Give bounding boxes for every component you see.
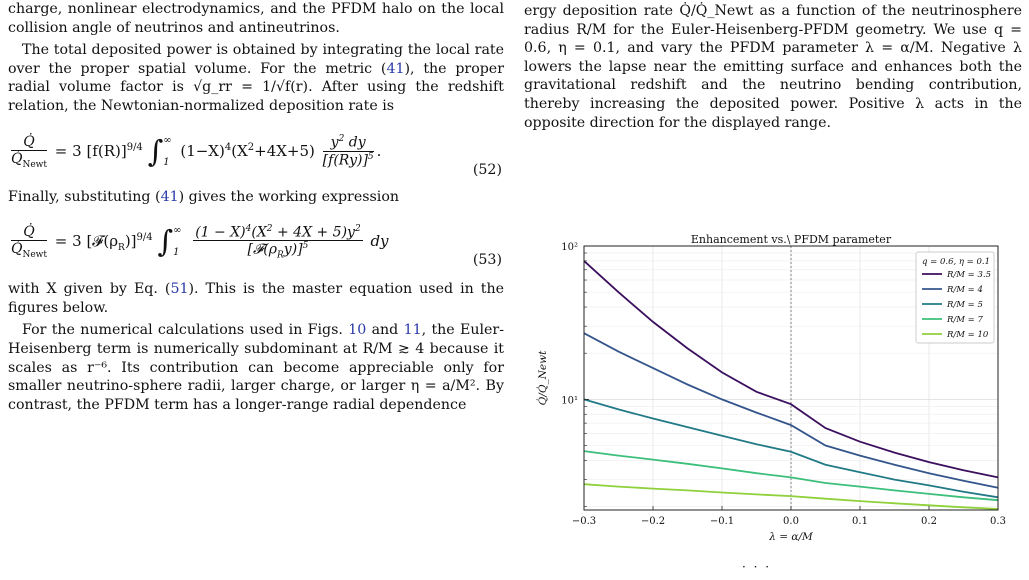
x-tick-label: −0.1	[709, 516, 735, 527]
equation-52-body: $\frac{Q̇}{Q̇_{Newt}}$ = 3 $[f(R)]^{9/4}$ ∫∞ 1 $(1-X)^4(X^2+4X+5)$ $\frac{y^2 dy}{[f(Ry)]^5}$ .	[11, 133, 382, 170]
legend-label: R/M = 3.5	[947, 270, 992, 280]
paragraph-numerics	[8, 321, 504, 414]
equation-53-body: $\frac{Q̇}{Q̇_{Newt}}$ = 3 $[𝓕(\rho_R)]^{9/4}$ ∫∞ 1 $\frac{(1 - X)^4(X^2 + 4X + 5)y^2}{[𝓕(\rho_Ry)]^5}$ dy	[11, 223, 389, 261]
legend-header: q = 0.6, η = 0.1	[922, 257, 991, 267]
left-column	[8, 0, 504, 414]
x-tick-label: 0.0	[783, 516, 799, 527]
text: ). This is the master equation used in the figures below.	[8, 281, 504, 316]
x-tick-label: −0.3	[571, 516, 597, 527]
y-tick-label: 10¹	[561, 395, 578, 407]
figure-link[interactable]: 10	[348, 322, 367, 339]
equation-number: (52)	[472, 161, 502, 178]
chart-title: Enhancement vs.\ PFDM parameter	[690, 233, 892, 246]
text: , the Euler-Heisenberg term is numerically subdominant at R/M ≳ 4 because it scales as r⁻⁶. Its contribution can become appreciable only for smaller neutrino-sphere radii, larger charge, or larger η = a/M². By contrast, the PFDM term has a longer-range radial dependence	[8, 322, 504, 413]
x-tick-label: 0.1	[852, 516, 868, 527]
x-tick-label: −0.2	[640, 516, 666, 527]
equation-53	[8, 220, 504, 272]
x-tick-label: 0.3	[990, 516, 1006, 527]
figure-chart	[524, 232, 1029, 552]
paragraph-intro: charge, nonlinear electrodynamics, and the PFDM halo on the local collision angle of neutrinos and antineutrinos.	[8, 1, 504, 36]
equation-52	[8, 130, 504, 182]
equation-link[interactable]: 41	[386, 60, 405, 77]
text: ), the proper radial volume factor is √g_rr = 1/√f(r). After using the redshift relation, the Newtonian-normalized deposition rate is	[8, 60, 504, 114]
text: The total deposited power is obtained by integrating the local rate over the proper spatial volume. For the metric (	[8, 42, 504, 77]
x-axis-label: λ = α/M	[769, 531, 813, 543]
legend-label: R/M = 10	[947, 330, 989, 340]
figure-caption: ergy deposition rate Q̇/Q̇_Newt as a function of the neutrinosphere radius R/M for the Euler-Heisenberg-PFDM geometry. We use q = 0.6, η = 0.1, and vary the PFDM parameter λ = α/M. Negative λ lowers the lapse near the emitting surface and enhances both the gravitational redshift and the neutrino bending contribution, thereby increasing the deposited power. Positive λ acts in the opposite direction for the displayed range.	[524, 3, 1022, 131]
legend-label: R/M = 5	[947, 300, 983, 310]
chart-svg	[524, 232, 1029, 552]
equation-number: (53)	[472, 252, 502, 269]
paragraph-master-equation	[8, 280, 504, 317]
y-tick-label: 10²	[561, 242, 578, 253]
y-axis-label: Q̇/Q̇_Newt	[537, 350, 549, 406]
right-column	[524, 0, 1022, 132]
legend-label: R/M = 4	[947, 285, 983, 295]
text: ) gives the working expression	[178, 188, 400, 205]
x-tick-label: 0.2	[921, 516, 937, 527]
text: For the numerical calculations used in Figs.	[22, 322, 349, 339]
text: and	[366, 322, 404, 339]
text: with X given by Eq. (	[8, 281, 171, 298]
equation-link[interactable]: 41	[160, 188, 179, 205]
paragraph-substitution	[8, 188, 504, 207]
equation-link[interactable]: 51	[170, 281, 189, 298]
paragraph-total-power	[8, 41, 504, 115]
text: Finally, substituting (	[8, 188, 161, 205]
legend-label: R/M = 7	[947, 315, 983, 325]
figure-marker: · · ·	[742, 560, 772, 574]
figure-link[interactable]: 11	[403, 322, 422, 339]
